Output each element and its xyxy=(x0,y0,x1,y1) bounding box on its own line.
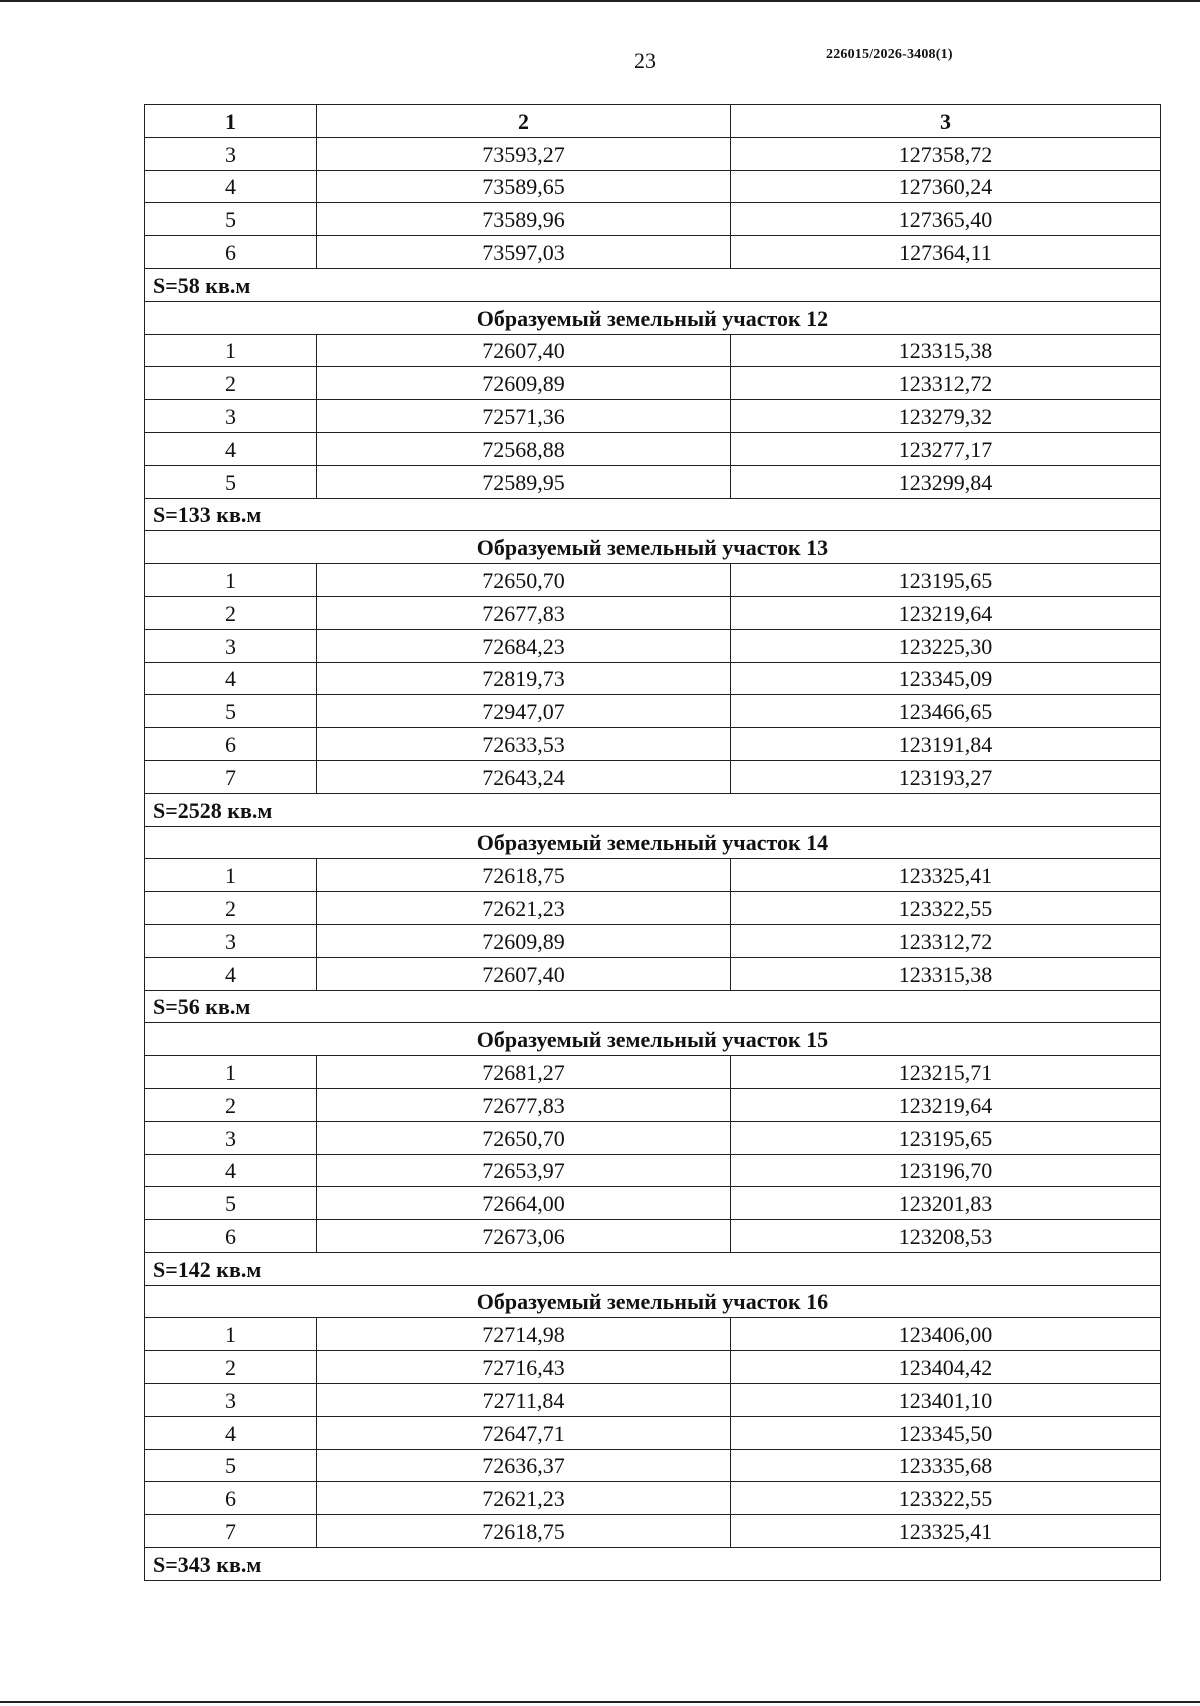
area-row xyxy=(145,268,1161,301)
table-row xyxy=(145,760,1161,793)
section-title: Образуемый земельный участок 15 xyxy=(145,1023,1161,1056)
point-number: 4 xyxy=(145,1416,317,1449)
area-row xyxy=(145,1252,1161,1285)
area-value: S=142 кв.м xyxy=(145,1252,1161,1285)
point-number: 4 xyxy=(145,432,317,465)
coordinate-x: 73589,65 xyxy=(317,170,731,203)
coordinate-y: 123219,64 xyxy=(731,1088,1161,1121)
coordinate-y: 123277,17 xyxy=(731,432,1161,465)
coordinate-y: 127365,40 xyxy=(731,203,1161,236)
header-col-3: 3 xyxy=(731,105,1161,138)
coordinate-x: 72947,07 xyxy=(317,695,731,728)
table-row xyxy=(145,1121,1161,1154)
coordinate-x: 72571,36 xyxy=(317,400,731,433)
coordinate-x: 72653,97 xyxy=(317,1154,731,1187)
point-number: 5 xyxy=(145,465,317,498)
point-number: 1 xyxy=(145,859,317,892)
coordinate-y: 123335,68 xyxy=(731,1449,1161,1482)
table-row xyxy=(145,203,1161,236)
point-number: 6 xyxy=(145,728,317,761)
table-row xyxy=(145,1056,1161,1089)
coordinate-y: 123312,72 xyxy=(731,924,1161,957)
coordinate-x: 72681,27 xyxy=(317,1056,731,1089)
coordinate-y: 127358,72 xyxy=(731,137,1161,170)
area-row xyxy=(145,498,1161,531)
coordinate-x: 73597,03 xyxy=(317,236,731,269)
table-row xyxy=(145,170,1161,203)
coordinate-x: 72647,71 xyxy=(317,1416,731,1449)
coordinate-x: 72633,53 xyxy=(317,728,731,761)
point-number: 5 xyxy=(145,203,317,236)
coordinate-x: 72819,73 xyxy=(317,662,731,695)
table-row xyxy=(145,432,1161,465)
table-row xyxy=(145,728,1161,761)
coordinate-x: 72618,75 xyxy=(317,859,731,892)
coordinate-y: 123401,10 xyxy=(731,1384,1161,1417)
coordinate-x: 72650,70 xyxy=(317,1121,731,1154)
coordinate-y: 123406,00 xyxy=(731,1318,1161,1351)
coordinate-x: 72607,40 xyxy=(317,957,731,990)
coordinate-y: 123196,70 xyxy=(731,1154,1161,1187)
coordinate-x: 72636,37 xyxy=(317,1449,731,1482)
table-row xyxy=(145,859,1161,892)
table-row xyxy=(145,629,1161,662)
point-number: 3 xyxy=(145,137,317,170)
coordinate-x: 72618,75 xyxy=(317,1515,731,1548)
point-number: 6 xyxy=(145,236,317,269)
scan-edge-bottom xyxy=(0,1701,1200,1703)
point-number: 1 xyxy=(145,1318,317,1351)
table-row xyxy=(145,892,1161,925)
coordinate-x: 72621,23 xyxy=(317,892,731,925)
point-number: 4 xyxy=(145,662,317,695)
coordinate-x: 72673,06 xyxy=(317,1220,731,1253)
point-number: 6 xyxy=(145,1482,317,1515)
coordinate-y: 123325,41 xyxy=(731,1515,1161,1548)
table-row xyxy=(145,236,1161,269)
page-number: 23 xyxy=(634,48,656,73)
section-title: Образуемый земельный участок 16 xyxy=(145,1285,1161,1318)
area-value: S=2528 кв.м xyxy=(145,793,1161,826)
header-col-2: 2 xyxy=(317,105,731,138)
point-number: 3 xyxy=(145,1384,317,1417)
coordinate-x: 72643,24 xyxy=(317,760,731,793)
coordinate-y: 123299,84 xyxy=(731,465,1161,498)
coordinates-table xyxy=(144,104,1161,1581)
coordinate-y: 123208,53 xyxy=(731,1220,1161,1253)
table-row xyxy=(145,1318,1161,1351)
point-number: 3 xyxy=(145,400,317,433)
point-number: 2 xyxy=(145,1088,317,1121)
coordinate-y: 123315,38 xyxy=(731,957,1161,990)
section-title: Образуемый земельный участок 14 xyxy=(145,826,1161,859)
table-row xyxy=(145,957,1161,990)
coordinate-y: 123219,64 xyxy=(731,596,1161,629)
coordinate-y: 123345,09 xyxy=(731,662,1161,695)
coordinate-x: 73589,96 xyxy=(317,203,731,236)
coordinate-x: 72609,89 xyxy=(317,367,731,400)
header-col-1: 1 xyxy=(145,105,317,138)
table-row xyxy=(145,1482,1161,1515)
table-row xyxy=(145,924,1161,957)
area-value: S=133 кв.м xyxy=(145,498,1161,531)
point-number: 7 xyxy=(145,760,317,793)
coordinate-x: 72677,83 xyxy=(317,1088,731,1121)
point-number: 1 xyxy=(145,334,317,367)
table-row xyxy=(145,334,1161,367)
coordinate-y: 123225,30 xyxy=(731,629,1161,662)
table-row xyxy=(145,465,1161,498)
coordinate-y: 123195,65 xyxy=(731,564,1161,597)
document-id: 226015/2026-3408(1) xyxy=(826,47,953,62)
coordinate-y: 123201,83 xyxy=(731,1187,1161,1220)
coordinate-y: 123345,50 xyxy=(731,1416,1161,1449)
point-number: 1 xyxy=(145,564,317,597)
coordinate-y: 127364,11 xyxy=(731,236,1161,269)
coordinate-x: 72607,40 xyxy=(317,334,731,367)
table-row xyxy=(145,695,1161,728)
coordinate-y: 123193,27 xyxy=(731,760,1161,793)
coordinate-x: 72664,00 xyxy=(317,1187,731,1220)
scan-edge-top xyxy=(0,0,1200,2)
coordinate-y: 123404,42 xyxy=(731,1351,1161,1384)
coordinate-y: 123325,41 xyxy=(731,859,1161,892)
table-row xyxy=(145,1220,1161,1253)
coordinate-y: 123322,55 xyxy=(731,892,1161,925)
table-row xyxy=(145,662,1161,695)
coordinate-x: 72684,23 xyxy=(317,629,731,662)
table-row xyxy=(145,564,1161,597)
coordinate-y: 127360,24 xyxy=(731,170,1161,203)
table-row xyxy=(145,137,1161,170)
point-number: 2 xyxy=(145,596,317,629)
point-number: 4 xyxy=(145,957,317,990)
coordinate-x: 72650,70 xyxy=(317,564,731,597)
coordinate-x: 72677,83 xyxy=(317,596,731,629)
point-number: 3 xyxy=(145,1121,317,1154)
coordinate-x: 72609,89 xyxy=(317,924,731,957)
section-title-row xyxy=(145,301,1161,334)
coordinate-x: 73593,27 xyxy=(317,137,731,170)
table-row xyxy=(145,596,1161,629)
coordinate-y: 123466,65 xyxy=(731,695,1161,728)
table-row xyxy=(145,367,1161,400)
section-title-row xyxy=(145,1285,1161,1318)
coordinate-y: 123191,84 xyxy=(731,728,1161,761)
coordinate-y: 123215,71 xyxy=(731,1056,1161,1089)
coordinate-x: 72621,23 xyxy=(317,1482,731,1515)
point-number: 2 xyxy=(145,1351,317,1384)
coordinate-y: 123312,72 xyxy=(731,367,1161,400)
section-title-row xyxy=(145,1023,1161,1056)
table-row xyxy=(145,1088,1161,1121)
point-number: 4 xyxy=(145,1154,317,1187)
coordinate-x: 72711,84 xyxy=(317,1384,731,1417)
table-row xyxy=(145,1351,1161,1384)
point-number: 5 xyxy=(145,695,317,728)
table-row xyxy=(145,1449,1161,1482)
coordinate-x: 72716,43 xyxy=(317,1351,731,1384)
point-number: 7 xyxy=(145,1515,317,1548)
point-number: 5 xyxy=(145,1449,317,1482)
point-number: 4 xyxy=(145,170,317,203)
coordinate-y: 123195,65 xyxy=(731,1121,1161,1154)
section-title: Образуемый земельный участок 13 xyxy=(145,531,1161,564)
point-number: 6 xyxy=(145,1220,317,1253)
point-number: 3 xyxy=(145,629,317,662)
area-value: S=58 кв.м xyxy=(145,268,1161,301)
table-row xyxy=(145,1515,1161,1548)
section-title-row xyxy=(145,826,1161,859)
point-number: 2 xyxy=(145,892,317,925)
table-row xyxy=(145,1384,1161,1417)
coordinate-y: 123279,32 xyxy=(731,400,1161,433)
coordinate-x: 72568,88 xyxy=(317,432,731,465)
table-row xyxy=(145,1154,1161,1187)
table-row xyxy=(145,1187,1161,1220)
coordinate-y: 123322,55 xyxy=(731,1482,1161,1515)
area-value: S=343 кв.м xyxy=(145,1548,1161,1581)
coordinate-x: 72714,98 xyxy=(317,1318,731,1351)
coordinate-y: 123315,38 xyxy=(731,334,1161,367)
table-row xyxy=(145,1416,1161,1449)
area-row xyxy=(145,793,1161,826)
table-header-row xyxy=(145,105,1161,138)
point-number: 2 xyxy=(145,367,317,400)
table-row xyxy=(145,400,1161,433)
area-row xyxy=(145,990,1161,1023)
point-number: 5 xyxy=(145,1187,317,1220)
area-row xyxy=(145,1548,1161,1581)
section-title: Образуемый земельный участок 12 xyxy=(145,301,1161,334)
section-title-row xyxy=(145,531,1161,564)
point-number: 1 xyxy=(145,1056,317,1089)
point-number: 3 xyxy=(145,924,317,957)
coordinate-x: 72589,95 xyxy=(317,465,731,498)
area-value: S=56 кв.м xyxy=(145,990,1161,1023)
